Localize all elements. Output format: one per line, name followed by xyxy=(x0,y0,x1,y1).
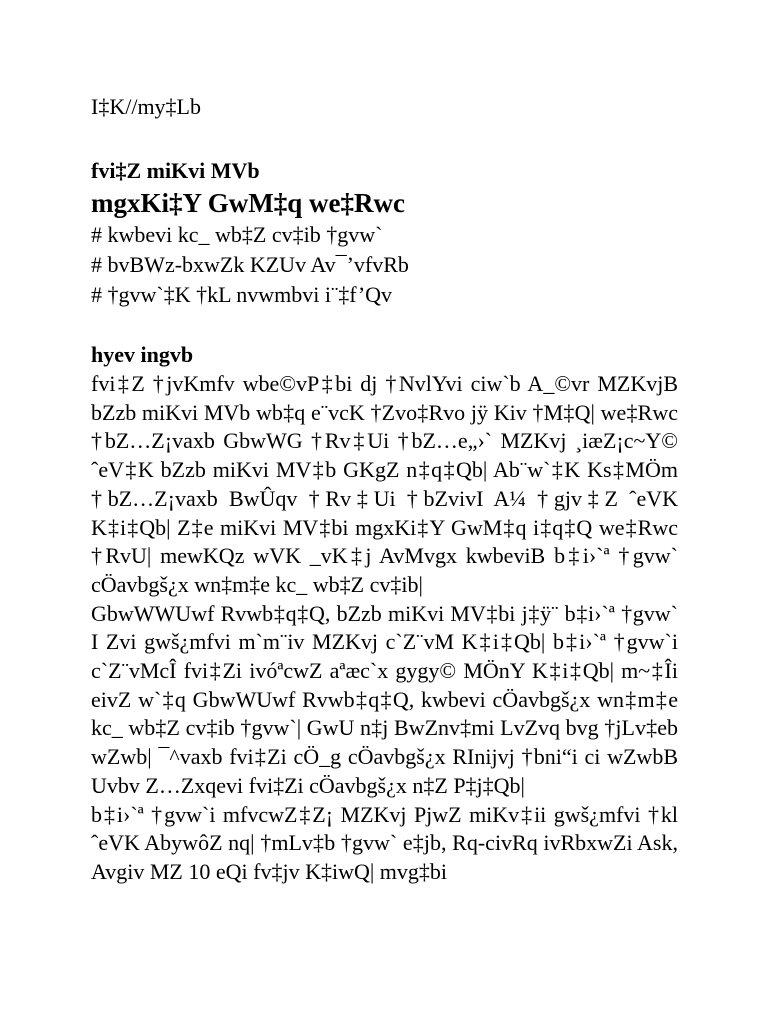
bullet-item: # bvBWz-bxwZk KZUv Av¯’vfvRb xyxy=(91,252,409,277)
bullet-list xyxy=(91,220,678,310)
kicker-title: fvi‡Z miKvi MVb xyxy=(91,158,260,183)
bullet-item: # †gvw`‡K †kL nvwmbvi i¨‡f’Qv xyxy=(91,282,393,307)
bullet-item: # kwbevi kc_ wb‡Z cv‡ib †gvw` xyxy=(91,222,383,247)
document-code: I‡K//my‡Lb xyxy=(91,94,201,119)
headline: mgxKi‡Y GwM‡q we‡Rwc xyxy=(91,188,405,218)
document-page xyxy=(91,92,678,887)
paragraph: fvi‡Z †jvKmfv wbe©vP‡bi dj †NvlYvi ciw`b A_©vr MZKvjB bZzb miKvi MVb wb‡q e¨vcK †Zvo‡Rvo jÿ Kiv †M‡Q| we‡Rwc †bZ…Z¡vaxb GbwWG †Rv‡Ui †bZ…e„›` MZKvj ¸iæZ¡c~Y© ˆeV‡K bZzb miKvi MV‡b GKgZ n‡q‡Qb| Ab¨w`‡K Ks‡MÖm †bZ…Z¡vaxb BwÛqv †Rv‡Ui †bZvivI A¼ †gjv‡Z ˆeVK K‡i‡Qb| Z‡e miKvi MV‡bi mgxKi‡Y GwM‡q i‡q‡Q we‡Rwc †RvU| mewKQz wVK _vK‡j AvMvgx kwbeviB b‡i›`ª †gvw` cÖavbgš¿x wn‡m‡e kc_ wb‡Z cv‡ib| xyxy=(91,371,678,597)
paragraph: b‡i›`ª †gvw`i mfvcwZ‡Z¡ MZKvj PjwZ miKv‡ii gwš¿mfvi †kl ˆeVK AbywôZ nq| †mLv‡b †gvw` e‡jb, Rq-civRq ivRbxwZi Ask, Avgiv MZ 10 eQi fv‡jv K‡iwQ| mvg‡bi xyxy=(91,801,678,884)
author-byline: hyev ingvb xyxy=(91,342,194,367)
paragraph: GbwWWUwf Rvwb‡q‡Q, bZzb miKvi MV‡bi j‡ÿ¨ b‡i›`ª †gvw` I Zvi gwš¿mfvi m`m¨iv MZKvj c`Z¨vM K‡i‡Qb| b‡i›`ª †gvw`i c`Z¨vMcÎ fvi‡Zi ivóªcwZ aªæc`x gygy© MÖnY K‡i‡Qb| m~‡Îi eivZ w`‡q GbwWUwf Rvwb‡q‡Q, kwbevi cÖavbgš¿x wn‡m‡e kc_ wb‡Z cv‡ib †gvw`| GwU n‡j BwZnv‡mi LvZvq bvg †jLv‡eb wZwb| ¯^vaxb fvi‡Zi cÖ_g cÖavbgš¿x RInijvj †bni“i ci wZwbB Uvbv Z…Zxqevi fvi‡Zi cÖavbgš¿x n‡Z P‡j‡Qb| xyxy=(91,600,678,798)
